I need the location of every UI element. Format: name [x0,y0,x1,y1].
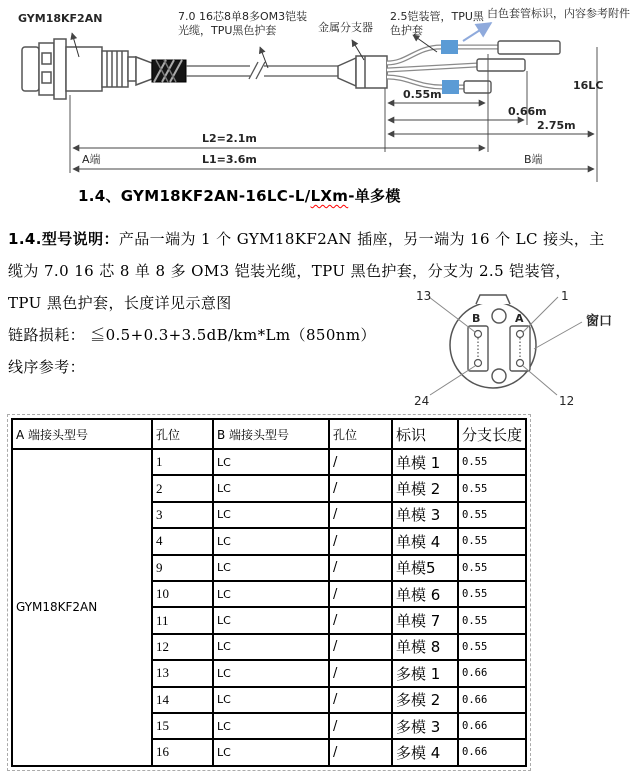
mark-cell: 单模5 [392,555,458,581]
mark-cell: 单模 1 [392,449,458,475]
connector-label: GYM18KF2AN [18,12,103,25]
hole-b-cell: / [329,607,392,633]
hole-cell: 12 [152,634,213,660]
dim-l2: L2=2.1m [202,132,257,145]
conn-cell: LC [213,528,329,554]
len-cell: 0.55 [458,502,526,528]
len-cell: 0.55 [458,607,526,633]
hole-cell: 15 [152,713,213,739]
cable-note-line2: 光缆，TPU黑色护套 [178,24,277,37]
wiring-table [11,418,527,767]
hole-b-cell: / [329,475,392,501]
mark-cell: 单模 6 [392,581,458,607]
hole-cell: 10 [152,581,213,607]
conn-cell: LC [213,687,329,713]
conn-cell: LC [213,555,329,581]
paragraph-line-3: TPU 黑色护套，长度详见示意图 [8,294,232,312]
hole-cell: 1 [152,449,213,475]
table-header-row [12,419,526,449]
hole-cell: 4 [152,528,213,554]
metal-splitter-drawing [338,56,387,88]
conn-cell: LC [213,449,329,475]
dim-l1: L1=3.6m [202,153,257,166]
paragraph-line-2: 缆为 7.0 16 芯 8 单 8 多 OM3 铠装光缆，TPU 黑色护套，分支为 2.5 铠装管， [8,262,571,280]
hole-cell: 9 [152,555,213,581]
len-cell: 0.66 [458,660,526,686]
cable-note-line1: 7.0 16芯8单8多OM3铠装 [178,10,308,23]
header-branch-length: 分支长度 [458,419,526,449]
sleeve-marker-top [441,40,458,54]
hole-cell: 11 [152,607,213,633]
hole-b-cell: / [329,502,392,528]
mark-cell: 多模 3 [392,713,458,739]
hole-b-cell: / [329,660,392,686]
paragraph-line-1-text: 产品一端为 1 个 GYM18KF2AN 插座，另一端为 16 个 LC 接头，主 [118,230,605,248]
sleeve-marker-bottom [442,80,459,94]
connector-drawing [22,39,152,99]
mark-cell: 单模 3 [392,502,458,528]
hole-b-cell: / [329,687,392,713]
slot-a-label: A [515,312,524,325]
hole-cell: 2 [152,475,213,501]
conn-cell: LC [213,739,329,765]
dim-2-75: 2.75m [537,119,576,132]
mark-cell: 单模 2 [392,475,458,501]
key-tab [476,295,510,304]
pin-13-label: 13 [416,289,432,303]
link-loss-line: 链路损耗： ≦0.5+0.3+3.5dB/km*Lm（850nm） [8,326,376,344]
slot-b-label: B [472,312,481,325]
model-description-label: 1.4.型号说明： [8,230,119,248]
heading-suffix: -单多模 [348,187,401,205]
len-cell: 0.55 [458,475,526,501]
hole-cell: 13 [152,660,213,686]
section-heading [78,185,401,206]
heading-prefix: 1.4、GYM18KF2AN-16LC-L/ [78,187,311,205]
mark-cell: 单模 8 [392,634,458,660]
len-cell: 0.66 [458,739,526,765]
hole-b-cell: / [329,739,392,765]
window-label: 窗口 [586,314,613,329]
a-model-cell: GYM18KF2AN [12,449,152,766]
conn-cell: LC [213,660,329,686]
header-mark: 标识 [392,419,458,449]
hole-b-cell: / [329,449,392,475]
len-cell: 0.55 [458,555,526,581]
mark-cell: 多模 4 [392,739,458,765]
conn-cell: LC [213,502,329,528]
hole-b-cell: / [329,713,392,739]
pin-1-label: 1 [561,289,569,303]
len-cell: 0.55 [458,581,526,607]
conn-cell: LC [213,713,329,739]
dim-0-55: 0.55m [403,88,442,101]
branch-note-line2: 色护套 [390,24,423,37]
len-cell: 0.66 [458,687,526,713]
lc-group-label: 16LC [573,79,604,92]
hole-cell: 16 [152,739,213,765]
hole-cell: 14 [152,687,213,713]
len-cell: 0.55 [458,528,526,554]
cable-assembly-diagram [0,0,636,192]
len-cell: 0.66 [458,713,526,739]
table-row [12,449,526,475]
connector-face-diagram [412,282,636,414]
len-cell: 0.55 [458,449,526,475]
heading-wavy-part: LXm [310,187,349,205]
conn-cell: LC [213,607,329,633]
wire-order-label: 线序参考： [8,358,86,376]
header-hole-b: 孔位 [329,419,392,449]
braided-sleeve [152,60,186,82]
hole-b-cell: / [329,555,392,581]
len-cell: 0.55 [458,634,526,660]
sleeve-note-label: 白色套管标识，内容参考附件 [487,7,630,20]
header-hole-a: 孔位 [152,419,213,449]
end-b-label: B端 [524,153,543,166]
mark-cell: 多模 2 [392,687,458,713]
header-b-model: B 端接头型号 [213,419,329,449]
paragraph-line-1 [8,228,605,249]
mark-cell: 单模 4 [392,528,458,554]
branch-note-line1: 2.5铠装管，TPU黑 [390,10,484,23]
sleeve-note-arrow [463,23,491,41]
hole-b-cell: / [329,634,392,660]
main-cable [186,62,340,79]
conn-cell: LC [213,634,329,660]
mark-cell: 单模 7 [392,607,458,633]
hole-b-cell: / [329,528,392,554]
header-a-model: A 端接头型号 [12,419,152,449]
conn-cell: LC [213,581,329,607]
hole-b-cell: / [329,581,392,607]
conn-cell: LC [213,475,329,501]
pin-24-label: 24 [414,394,430,408]
hole-cell: 3 [152,502,213,528]
splitter-label: 金属分支器 [318,21,373,34]
pin-12-label: 12 [559,394,575,408]
dim-0-66: 0.66m [508,105,547,118]
mark-cell: 多模 1 [392,660,458,686]
end-a-label: A端 [82,153,101,166]
